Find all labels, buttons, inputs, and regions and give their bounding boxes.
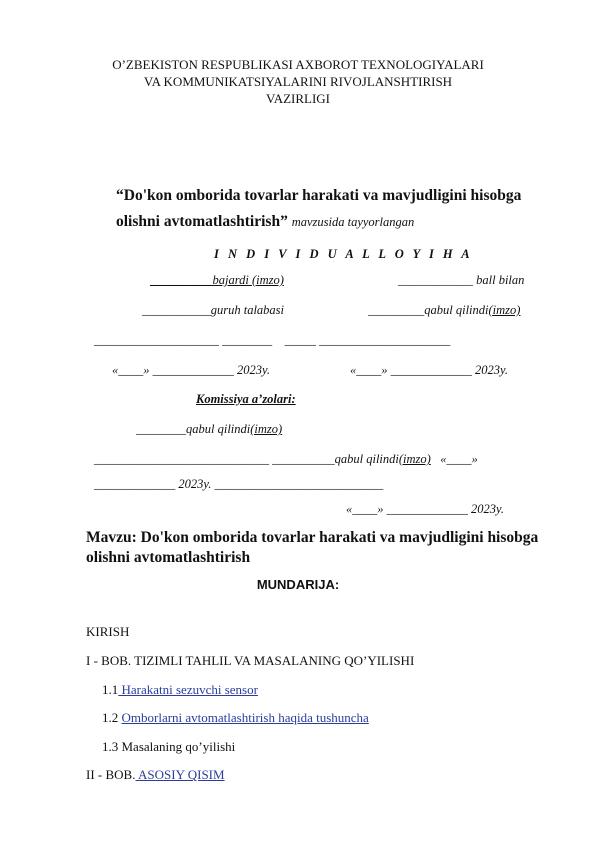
toc-item-link[interactable]: Harakatni sezuvchi sensor <box>118 682 258 697</box>
date-left: «____» _____________ 2023y. <box>112 363 270 377</box>
bajardi-line <box>150 273 284 288</box>
ball-label: ball bilan <box>476 273 525 287</box>
bajardi-blank: __________ <box>150 273 213 287</box>
date-final: «____» _____________ 2023y. <box>346 502 504 516</box>
toc-item-1-2[interactable] <box>102 710 369 726</box>
line-c-2: ___________________________ <box>214 477 384 491</box>
qabul-2-imzo: (imzo) <box>250 422 283 436</box>
qabul-2-text: qabul qilindi <box>186 422 251 436</box>
qabul-2-blank: ________ <box>136 422 186 436</box>
qabul-1-imzo: (imzo) <box>488 303 521 317</box>
open-quote: “ <box>116 187 124 204</box>
qabul-3-imzo: (imzo) <box>398 452 431 466</box>
document-heading: I N D I V I D U A L L O Y I H A <box>214 247 473 261</box>
toc-item-number: 1.3 <box>102 739 119 754</box>
toc-item-label: I - BOB. TIZIMLI TAHLIL VA MASALANING QO’YILISHI <box>86 653 415 668</box>
guruh-line <box>142 303 284 318</box>
toc-item-label: Masalaning qo’yilishi <box>121 739 236 754</box>
topic-heading: Mavzu: Do'kon omborida tovarlar harakati va mavjudligini hisobga olishni avtomatlashtirish <box>86 529 539 566</box>
line-a-4: _____________________ <box>319 333 451 347</box>
ball-blank: ____________ <box>398 273 473 287</box>
ball-line <box>398 273 524 288</box>
qabul-3-text: qabul qilindi <box>334 452 399 466</box>
toc-item-number: 1.1 <box>102 682 119 697</box>
toc-item-number: 1.2 <box>102 710 122 725</box>
signature-line-c <box>94 477 383 492</box>
qabul-3-date: «____» <box>440 452 478 466</box>
toc-item-bob-1[interactable] <box>86 653 414 669</box>
line-a-3: _____ <box>284 333 316 347</box>
line-b-1: ____________________________ <box>94 452 269 466</box>
bajardi-label: bajardi (imzo) <box>212 273 284 287</box>
qabul-line-1 <box>368 303 520 318</box>
toc-item-number: II - BOB. <box>86 767 136 782</box>
ministry-line-3: VAZIRLIGI <box>265 91 331 106</box>
toc-item-link[interactable]: ASOSIY QISIM <box>135 767 225 782</box>
ministry-header <box>0 56 596 107</box>
toc-item-link[interactable]: Omborlarni avtomatlashtirish haqida tushuncha <box>121 710 369 725</box>
komissiya-label: Komissiya a’zolari: <box>196 392 296 406</box>
date-right: «____» _____________ 2023y. <box>350 363 508 377</box>
toc-item-1-1[interactable] <box>102 682 258 698</box>
guruh-blank: ___________ <box>142 303 211 317</box>
line-c-1: _____________ 2023y. <box>94 477 212 491</box>
project-title-part-1: Do'kon omborida tovarlar harakati va mavjudligini hisobga <box>123 187 522 204</box>
guruh-label: guruh talabasi <box>210 303 285 317</box>
line-a-1: ____________________ <box>94 333 219 347</box>
qabul-line-2 <box>136 422 282 437</box>
toc-item-1-3[interactable] <box>102 739 235 755</box>
toc-title: MUNDARIJA: <box>256 577 340 592</box>
ministry-line-1: O’ZBEKISTON RESPUBLIKASI AXBOROT TEXNOLOGIYALARI <box>112 57 484 72</box>
line-b-2: __________ <box>272 452 335 466</box>
ministry-line-2: VA KOMMUNIKATSIYALARINI RIVOJLANSHTIRISH <box>143 74 453 89</box>
qabul-1-text: qabul qilindi <box>424 303 489 317</box>
signature-line-a <box>94 333 450 348</box>
project-suffix: mavzusida tayyorlangan <box>291 215 415 229</box>
project-title-part-2: olishni avtomatlashtirish <box>116 213 281 230</box>
line-a-2: ________ <box>222 333 273 347</box>
close-quote: ” <box>280 213 288 230</box>
qabul-1-blank: _________ <box>368 303 425 317</box>
toc-item-kirish[interactable] <box>86 624 129 640</box>
toc-item-label: KIRISH <box>86 624 130 639</box>
toc-item-bob-2[interactable] <box>86 767 225 783</box>
project-intro <box>116 183 536 235</box>
signature-line-b <box>94 452 478 467</box>
